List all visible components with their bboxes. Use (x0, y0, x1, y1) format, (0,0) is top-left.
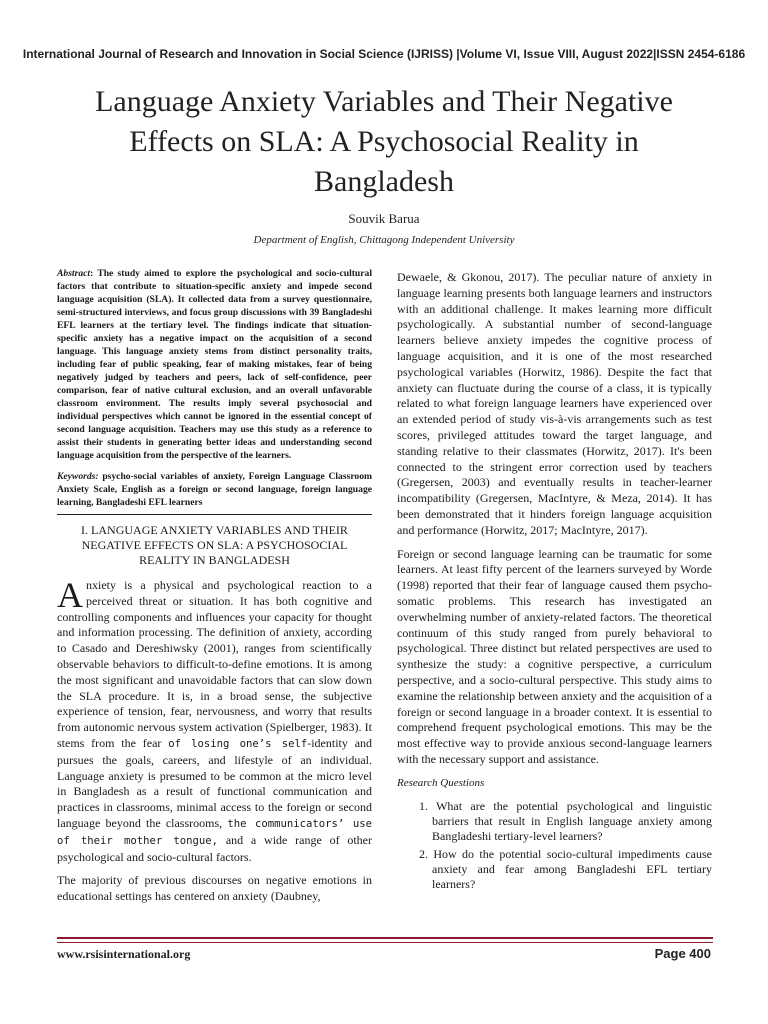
research-questions-title: Research Questions (397, 776, 485, 789)
right-column (397, 270, 712, 895)
page-number: Page 400 (654, 946, 711, 961)
intro-paragraph-2: The majority of previous discourses on negative emotions in educational settings has centered on anxiety (Daubney, (57, 873, 372, 904)
keywords (57, 470, 372, 511)
author-name: Souvik Barua (348, 211, 420, 226)
drop-cap: A (57, 575, 83, 615)
right-paragraph-1: Dewaele, & Gkonou, 2017). The peculiar nature of anxiety in language learning presents both language learners and instructors with an additional challenge. It makes learning more difficult psychologically. A substantial number of second-language learners believe anxiety impedes the cognitive process of language acquisition, and it is one of the most researched psychological variables (Horwitz, 1986). Despite the fact that anxiety can fluctuate during the course of a class, it is typically related to what foreign language learners have experienced over an extended period of study vis-à-vis arrangements such as test scores, privileged attitudes toward the target language, and standing relative to their classmates (Horwitz, 2017). It's been connected to the stringent error correction used by teachers (Gregersen, 2003) and eventually results in teacher-learner incompatibility (Gregersen, MacIntyre, & Meza, 2014). It has been demonstrated that it hinders foreign language acquisition and performance (Horwitz, 2017; MacIntyre, 2017). (397, 270, 712, 537)
author-affiliation: Department of English, Chittagong Independent University (253, 234, 515, 246)
paper-title: Language Anxiety Variables and Their Negative Effects on SLA: A Psychosocial Reality in Bangladesh (95, 85, 673, 198)
research-question: 1. What are the potential psychological and linguistic barriers that result in English language anxiety among Bangladeshi tertiary-level learners? (419, 798, 712, 843)
paragraph-text: of losing one’s self (168, 737, 308, 750)
research-questions-list (397, 799, 712, 892)
paragraph-text: and a wide range of other psychological and socio-cultural factors. (57, 832, 373, 864)
abstract-divider (57, 514, 372, 515)
research-question: 2. How do the potential socio-cultural impediments cause anxiety and fear among Bangladeshi EFL tertiary learners? (419, 846, 712, 891)
right-paragraph-2: Foreign or second language learning can be traumatic for some learners. At least fifty percent of the learners surveyed by Worde (1998) reported that their fear of language caused them psycho-somatic problems. This research has investigated an overwhelming number of anxiety-related factors. The theoretical continuum of this study ranged from purely behavioral to psychological. Three distinct but related perspectives are used to synthesize the study: a cognitive perspective, a curriculum perspective, and a socio-cultural perspective. This study aims to examine the relationship between anxiety and the acquisition of a foreign or second language in a broader context. It is essential to comprehend frequent psychological emotions. This may be the most effective way to provide anxious second-language learners with the necessary support and assistance. (397, 546, 712, 766)
footer-url: www.rsisinternational.org (57, 947, 191, 961)
journal-header: International Journal of Research and Innovation in Social Science (IJRISS) |Volume VI, Issue VIII, August 2022|ISSN 2454-6186 (22, 47, 746, 61)
footer-rule (57, 937, 713, 939)
abstract-text: : The study aimed to explore the psychological and socio-cultural factors that contribute to situation-specific anxiety and impede second language acquisition (SLA). It collected data from a survey questionnaire, semi-structured interviews, and focus group discussions with 39 Bangladeshi EFL learners at the tertiary level. The findings indicate that situation-specific anxiety has a negative impact on the acquisition of a second language. This language anxiety stems from distinct personality traits, including fear of public speaking, fear of making mistakes, fear of being negatively judged by teachers and peers, lack of self-confidence, peer comparison, fear of native cultural exclusion, and an overall unfavorable classroom environment. The results imply several psychosocial and individual perspectives which cannot be ignored in the essential concept of second language acquisition. Teachers may use this study as a reference to assist their students in generating better ideas and understanding second language acquisition from the perspective of the learners. (57, 268, 372, 461)
left-column (57, 267, 372, 905)
paragraph-text: -identity and pursues the goals, careers, and lifestyle of an individual. Language anxiety is presumed to be common at the micro level in Bangladesh as a result of functional communication and practices in classrooms, minimal access to the foreign or second language beyond the classrooms, (57, 735, 373, 830)
paragraph-text: nxiety is a physical and psychological reaction to a perceived threat or situation. It has both cognitive and controlling components and influences your capacity for thought and information processing. The definition of anxiety, according to Casado and Dereshiwsky (2001), ranges from scientifically observable behaviors to difficult-to-define emotions. It is among the most significant and unavoidable factors that can slow down the SLA procedure. It is, in a broad sense, the subjective experience of tension, fear, nervousness, and worry that results from autonomic nervous system activation (Spielberger, 1983). It stems from the fear (57, 578, 372, 750)
abstract (57, 267, 372, 462)
abstract-label: Abstract (57, 268, 91, 279)
keywords-text: psycho-social variables of anxiety, Foreign Language Classroom Anxiety Scale, English as a foreign or second language, foreign language learning, Bangladeshi EFL learners (57, 471, 372, 508)
keywords-label: Keywords: (57, 471, 99, 482)
section-heading: I. LANGUAGE ANXIETY VARIABLES AND THEIR NEGATIVE EFFECTS ON SLA: A PSYCHOSOCIAL REALITY IN BANGLADESH (81, 523, 348, 567)
paragraph-text: the communicators’ use of their mother tongue, (57, 817, 372, 847)
intro-paragraph-1 (57, 575, 373, 865)
footer-rule (57, 942, 713, 943)
